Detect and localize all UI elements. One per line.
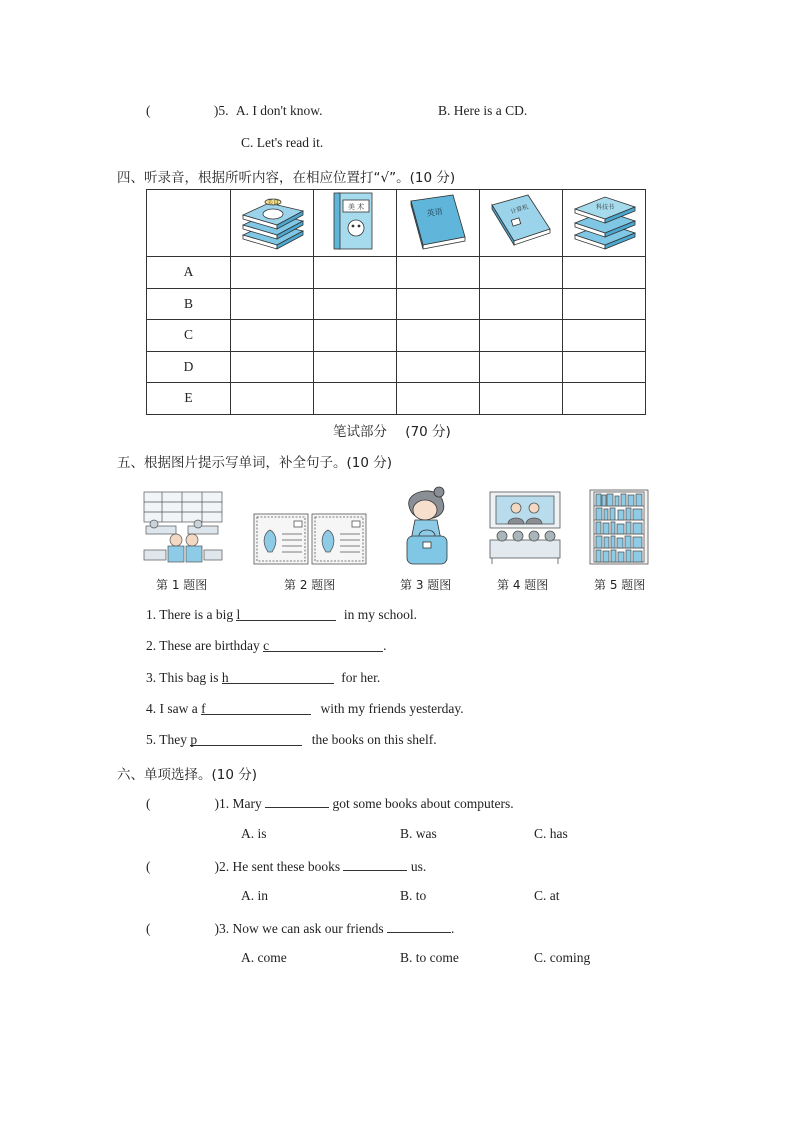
hint-letter: c — [263, 638, 270, 653]
library-picture-icon — [142, 490, 224, 566]
written-part-score: (70 分) — [405, 424, 451, 440]
written-part-title: 笔试部分 — [333, 424, 387, 440]
section-6-title: 六、单项选择。(10 分) — [117, 767, 258, 783]
check-cell[interactable] — [397, 351, 480, 383]
q3-option-b: B. to come — [400, 950, 459, 965]
answer-paren-open: ( — [146, 103, 151, 118]
check-cell[interactable] — [314, 383, 397, 415]
food-books-icon — [237, 191, 307, 251]
answer-paren-open: ( — [146, 859, 151, 874]
choice-question-2 — [146, 857, 426, 875]
row-label-d: D — [147, 351, 231, 383]
section-5-title: 五、根据图片提示写单词，补全句子。(10 分) — [117, 455, 393, 471]
answer-blank[interactable] — [343, 857, 407, 871]
written-part-heading — [333, 420, 451, 440]
picture-caption-4: 第 4 题图 — [497, 578, 549, 592]
answer-paren-close: )5. — [213, 103, 229, 118]
picture-caption-5: 第 5 题图 — [594, 578, 646, 592]
film-picture-icon — [488, 490, 562, 566]
book-header-art — [314, 190, 397, 257]
sentence-text: with my friends yesterday. — [317, 701, 464, 716]
birthday-cards-picture-icon — [252, 512, 368, 566]
check-cell[interactable] — [480, 383, 563, 415]
book-header-english — [397, 190, 480, 257]
question-stem-tail: . — [450, 921, 455, 936]
check-cell[interactable] — [314, 351, 397, 383]
check-cell[interactable] — [563, 320, 646, 352]
q3-option-a: A. come — [241, 950, 287, 965]
book-header-science — [563, 190, 646, 257]
check-cell[interactable] — [231, 288, 314, 320]
option-a: A. I don't know. — [235, 103, 323, 118]
check-cell[interactable] — [563, 383, 646, 415]
answer-blank[interactable] — [222, 670, 334, 684]
question-stem-tail: us. — [410, 859, 427, 874]
question-3-5 — [146, 103, 323, 119]
q2-option-b: B. to — [400, 888, 427, 903]
answer-paren-open: ( — [146, 921, 151, 936]
check-cell[interactable] — [480, 257, 563, 289]
check-cell[interactable] — [231, 351, 314, 383]
check-cell[interactable] — [563, 351, 646, 383]
sentence-text: . — [383, 638, 387, 653]
option-b: B. Here is a CD. — [438, 103, 528, 118]
check-cell[interactable] — [397, 288, 480, 320]
option-c: C. Let's read it. — [241, 135, 324, 150]
check-cell[interactable] — [231, 320, 314, 352]
check-cell[interactable] — [231, 383, 314, 415]
picture-caption-2: 第 2 题图 — [284, 578, 336, 592]
fill-sentence-1 — [146, 607, 417, 623]
check-cell[interactable] — [314, 320, 397, 352]
question-stem: )2. He sent these books — [214, 859, 341, 874]
q2-option-a: A. in — [241, 888, 268, 903]
answer-blank[interactable] — [236, 607, 336, 621]
computer-book-icon — [486, 191, 556, 251]
check-cell[interactable] — [397, 383, 480, 415]
svg-text:美 术: 美 术 — [347, 203, 365, 211]
q1-option-a: A. is — [241, 826, 267, 841]
sentence-text: 3. This bag is — [146, 670, 222, 685]
svg-text:计算机: 计算机 — [509, 203, 530, 216]
sentence-text: 1. There is a big — [146, 607, 237, 622]
book-header-computer — [480, 190, 563, 257]
sentence-text: 2. These are birthday — [146, 638, 264, 653]
corner-cell — [147, 190, 231, 257]
svg-text:科技书: 科技书 — [595, 204, 615, 211]
choice-question-3 — [146, 919, 454, 937]
english-book-icon — [403, 191, 473, 251]
question-stem-tail: got some books about computers. — [332, 796, 514, 811]
check-cell[interactable] — [563, 288, 646, 320]
book-header-food — [231, 190, 314, 257]
check-cell[interactable] — [314, 257, 397, 289]
question-stem: )1. Mary — [214, 796, 262, 811]
check-cell[interactable] — [480, 288, 563, 320]
q1-option-b: B. was — [400, 826, 437, 841]
choice-question-1 — [146, 794, 514, 812]
sentence-text: 4. I saw a — [146, 701, 202, 716]
check-cell[interactable] — [231, 257, 314, 289]
answer-blank[interactable] — [265, 794, 329, 808]
answer-blank[interactable] — [387, 919, 451, 933]
fill-sentence-4 — [146, 701, 464, 717]
picture-caption-1: 第 1 题图 — [156, 578, 208, 592]
check-cell[interactable] — [397, 257, 480, 289]
listening-table — [146, 189, 646, 415]
svg-text:英语: 英语 — [426, 206, 444, 219]
science-books-icon — [569, 191, 639, 251]
answer-blank[interactable] — [201, 701, 311, 715]
picture-caption-3: 第 3 题图 — [400, 578, 452, 592]
answer-blank[interactable] — [263, 638, 383, 652]
hint-letter: f — [201, 701, 206, 716]
answer-blank[interactable] — [190, 732, 302, 746]
sentence-text: the books on this shelf. — [308, 732, 437, 747]
svg-text:美食: 美食 — [266, 199, 280, 206]
fill-sentence-3 — [146, 670, 380, 686]
sentence-text: in my school. — [340, 607, 417, 622]
art-book-icon — [330, 190, 380, 252]
check-cell[interactable] — [480, 320, 563, 352]
hint-letter: l — [236, 607, 241, 622]
fill-sentence-5 — [146, 732, 437, 748]
check-cell[interactable] — [314, 288, 397, 320]
check-cell[interactable] — [397, 320, 480, 352]
sentence-text: for her. — [337, 670, 381, 685]
check-cell[interactable] — [563, 257, 646, 289]
row-label-b: B — [147, 288, 231, 320]
fill-sentence-2 — [146, 638, 386, 654]
sentence-text: 5. They — [146, 732, 191, 747]
row-label-c: C — [147, 320, 231, 352]
q2-option-c: C. at — [534, 888, 560, 903]
heavy-bag-picture-icon — [395, 484, 461, 568]
q1-option-c: C. has — [534, 826, 568, 841]
q3-option-c: C. coming — [534, 950, 591, 965]
row-label-a: A — [147, 257, 231, 289]
hint-letter: p — [190, 732, 198, 747]
question-stem: )3. Now we can ask our friends — [214, 921, 384, 936]
row-label-e: E — [147, 383, 231, 415]
hint-letter: h — [221, 670, 229, 685]
section-4-title: 四、听录音，根据所听内容，在相应位置打“√”。(10 分) — [117, 170, 456, 186]
bookshelf-picture-icon — [588, 488, 650, 566]
answer-paren-open: ( — [146, 796, 151, 811]
check-cell[interactable] — [480, 351, 563, 383]
